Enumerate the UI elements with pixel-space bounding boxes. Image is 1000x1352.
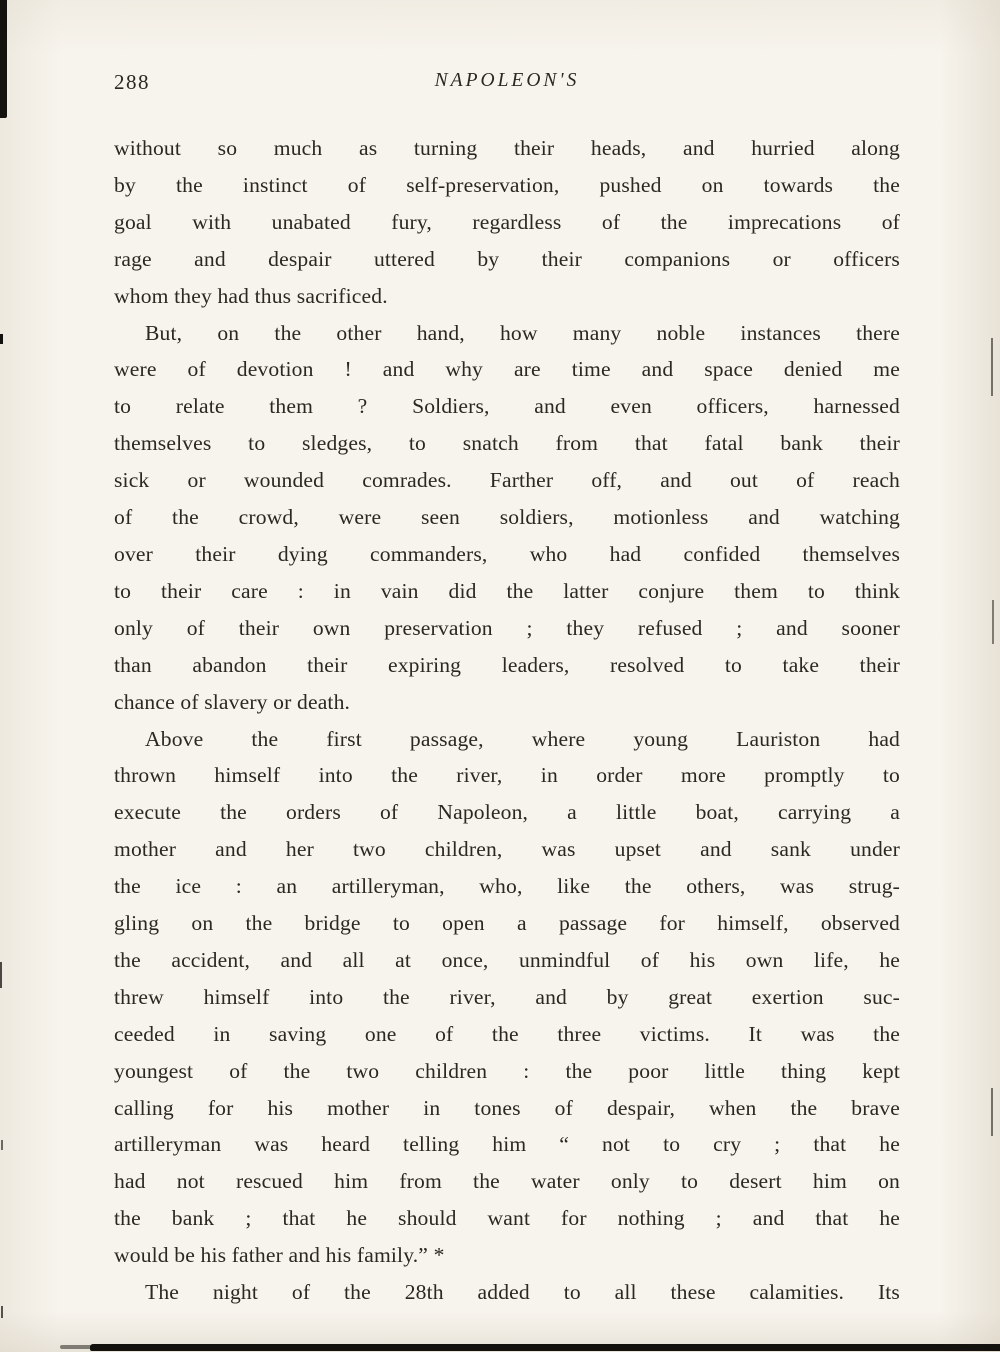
text-line: would be his father and his family.” *: [114, 1243, 445, 1268]
text-line: had not rescued him from the water only to desert him on: [114, 1169, 900, 1194]
text-line: youngest of the two children : the poor little thing kept: [114, 1058, 900, 1083]
scan-artifact-right-tick: [992, 600, 994, 644]
text-line: calling for his mother in tones of despair, when the brave: [114, 1095, 900, 1120]
text-line: were of devotion ! and why are time and space denied me: [114, 357, 900, 382]
text-line: The night of the 28th added to all these calamities. Its: [145, 1280, 900, 1305]
paragraph: [114, 130, 900, 315]
text-line: themselves to sledges, to snatch from that fatal bank their: [114, 431, 900, 456]
scan-artifact-bottom-rule: [90, 1344, 1000, 1351]
text-line: over their dying commanders, who had confided themselves: [114, 541, 900, 566]
scan-artifact-right-tick: [991, 338, 993, 396]
text-line: the accident, and all at once, unmindful of his own life, he: [114, 947, 900, 972]
text-line: than abandon their expiring leaders, resolved to take their: [114, 652, 900, 677]
scan-artifact-bottom-fade: [60, 1345, 94, 1349]
text-line: by the instinct of self-preservation, pushed on towards the: [114, 172, 900, 197]
paragraph: [114, 315, 900, 721]
text-line: the bank ; that he should want for nothing ; and that he: [114, 1206, 900, 1231]
text-line: to relate them ? Soldiers, and even officers, harnessed: [114, 394, 900, 419]
text-line: only of their own preservation ; they refused ; and sooner: [114, 615, 900, 640]
text-line: execute the orders of Napoleon, a little boat, carrying a: [114, 800, 900, 825]
scan-artifact-top-left-bar: [0, 0, 7, 118]
text-line: the ice : an artilleryman, who, like the others, was strug-: [114, 874, 900, 899]
text-line: Above the first passage, where young Lauriston had: [145, 726, 900, 751]
scan-artifact-left-tick: [1, 1306, 3, 1318]
page-number: 288: [114, 70, 150, 94]
text-line: to their care : in vain did the latter conjure them to think: [114, 578, 900, 603]
page-header: [114, 70, 900, 100]
scan-artifact-left-tick: [1, 1140, 3, 1150]
text-line: artilleryman was heard telling him “ not to cry ; that he: [114, 1132, 900, 1157]
text-line: threw himself into the river, and by great exertion suc-: [114, 984, 900, 1009]
text-line: without so much as turning their heads, and hurried along: [114, 136, 900, 160]
scan-artifact-left-tick: [0, 334, 3, 344]
text-line: of the crowd, were seen soldiers, motionless and watching: [114, 505, 900, 530]
paragraph: [114, 721, 900, 1275]
text-line: sick or wounded comrades. Farther off, and out of reach: [114, 468, 900, 493]
paragraph: [114, 1274, 900, 1311]
scan-artifact-left-tick: [0, 962, 2, 988]
text-line: whom they had thus sacrificed.: [114, 283, 388, 308]
text-line: mother and her two children, was upset and sank under: [114, 837, 900, 862]
running-header: NAPOLEON'S: [434, 70, 580, 91]
text-line: rage and despair uttered by their companions or officers: [114, 246, 900, 271]
page-body: [114, 130, 900, 1311]
text-line: chance of slavery or death.: [114, 689, 351, 714]
scan-artifact-right-tick: [991, 1088, 993, 1136]
text-line: goal with unabated fury, regardless of the imprecations of: [114, 209, 900, 234]
text-line: gling on the bridge to open a passage for himself, observed: [114, 911, 900, 936]
text-line: ceeded in saving one of the three victims. It was the: [114, 1021, 900, 1046]
text-line: thrown himself into the river, in order more promptly to: [114, 763, 900, 788]
text-line: But, on the other hand, how many noble instances there: [145, 320, 900, 345]
